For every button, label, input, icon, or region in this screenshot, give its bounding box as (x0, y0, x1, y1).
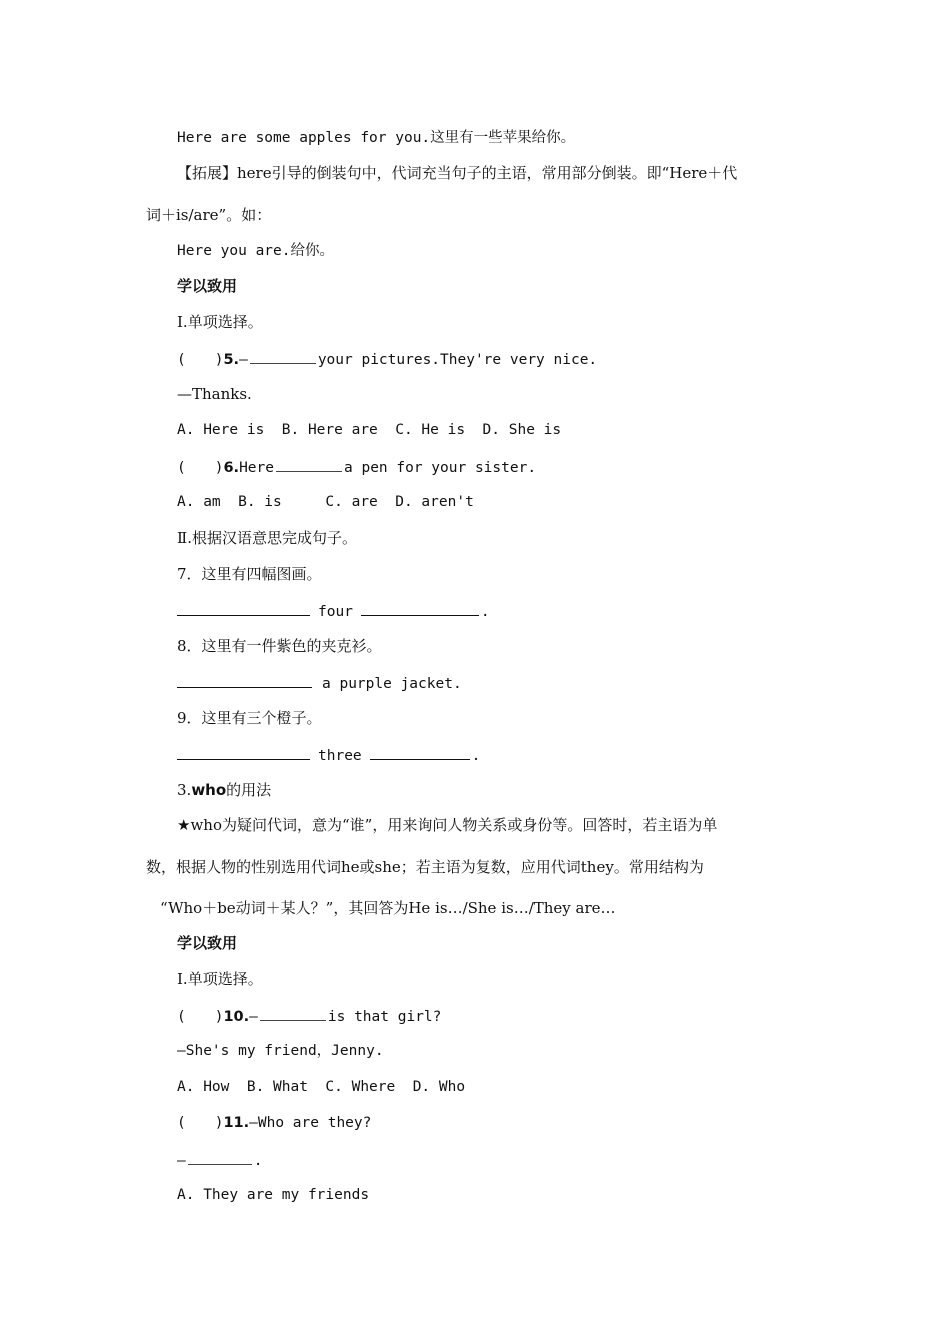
given-phrase: a purple jacket. (322, 676, 462, 692)
part1-title-1: Ⅰ.单项选择。 (177, 313, 263, 331)
q9-label: 9．这里有三个橙子。 (177, 709, 322, 727)
given-word: four (318, 604, 353, 620)
answer-blank[interactable] (177, 672, 312, 688)
answer-blank[interactable] (370, 744, 470, 760)
question-text: your pictures.They're very nice. (317, 352, 598, 368)
example-here-you-are: Here you are.给你。 (177, 243, 334, 259)
extension-line-1: 【拓展】here引导的倒装句中，代词充当句子的主语，常用部分倒装。即“Here＋代 (177, 164, 738, 182)
period: . (471, 748, 481, 764)
q5-options: A. Here is B. Here are C. He is D. She is (177, 422, 562, 438)
answer-blank[interactable] (250, 348, 316, 364)
answer-blank[interactable] (177, 744, 310, 760)
answer-paren[interactable]: ( ) (177, 1115, 224, 1131)
question-prefix: Here (239, 460, 274, 476)
question-number: 10. (223, 1009, 250, 1025)
answer-blank[interactable] (361, 600, 479, 616)
section-3-line-3: “Who＋be动词＋某人？”，其回答为He is…/She is…/They are… (160, 899, 616, 917)
practice-heading-1: 学以致用 (177, 277, 238, 295)
answer-blank[interactable] (177, 600, 310, 616)
question-number: 5. (223, 352, 240, 368)
answer-paren[interactable]: ( ) (177, 352, 224, 368)
period: . (253, 1153, 263, 1169)
answer-blank[interactable] (276, 456, 342, 472)
q11-reply-line (177, 1149, 262, 1169)
dash: — (177, 1153, 186, 1169)
answer-blank[interactable] (188, 1149, 252, 1165)
q10-options: A. How B. What C. Where D. Who (177, 1079, 466, 1095)
part2-title: Ⅱ.根据汉语意思完成句子。 (177, 529, 357, 547)
dash: — (239, 352, 248, 368)
answer-paren[interactable]: ( ) (177, 460, 224, 476)
given-word: three (318, 748, 362, 764)
section-3-line-2: 数，根据人物的性别选用代词he或she；若主语为复数，应用代词they。常用结构为 (146, 858, 704, 876)
q8-label: 8．这里有一件紫色的夹克衫。 (177, 637, 382, 655)
question-text: a pen for your sister. (344, 460, 537, 476)
q7-label: 7．这里有四幅图画。 (177, 565, 322, 583)
question-number: 6. (223, 460, 240, 476)
extension-line-2: 词＋is/are”。如： (146, 206, 272, 224)
section-3-line-1: ★who为疑问代词，意为“谁”，用来询问人物关系或身份等。回答时，若主语为单 (177, 816, 718, 834)
question-text: —Who are they? (249, 1115, 372, 1131)
answer-blank[interactable] (260, 1005, 326, 1021)
q11-option-a: A. They are my friends (177, 1187, 370, 1203)
question-number: 11. (223, 1115, 250, 1131)
q8-answer-line (177, 672, 462, 692)
question-6 (177, 456, 536, 476)
q5-reply: —Thanks. (177, 385, 252, 403)
dash: — (249, 1009, 258, 1025)
q6-options: A. am B. is C. are D. aren't (177, 494, 474, 510)
part1-title-2: Ⅰ.单项选择。 (177, 970, 263, 988)
q9-answer-line (177, 744, 480, 764)
question-5 (177, 348, 597, 368)
question-10 (177, 1005, 441, 1025)
q10-reply: —She's my friend，Jenny. (177, 1043, 384, 1059)
example-apples: Here are some apples for you.这里有一些苹果给你。 (177, 130, 576, 146)
section-3-title: 3.who的用法 (177, 781, 272, 799)
answer-paren[interactable]: ( ) (177, 1009, 224, 1025)
period: . (480, 604, 490, 620)
question-11 (177, 1113, 371, 1133)
practice-heading-2: 学以致用 (177, 934, 238, 952)
question-text: is that girl? (327, 1009, 442, 1025)
q7-answer-line (177, 600, 490, 620)
